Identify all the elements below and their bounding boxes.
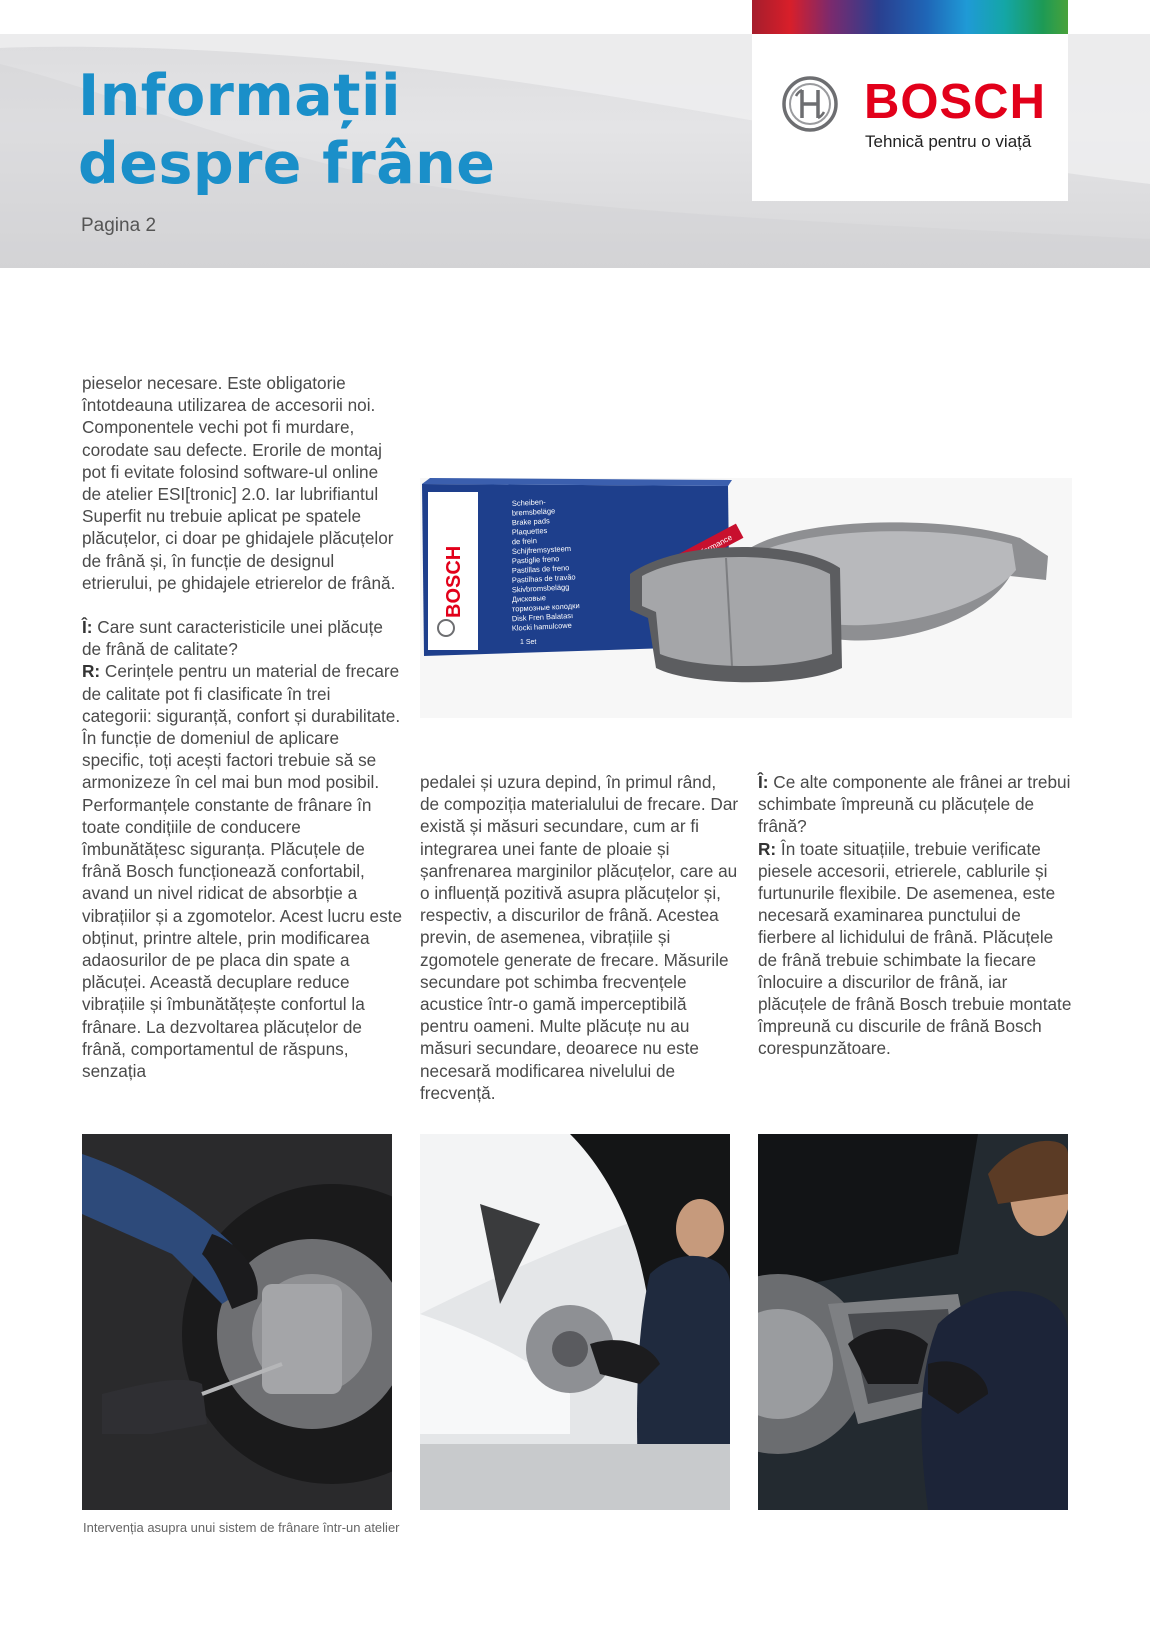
box-text-line: bremsbeläge [511,506,556,518]
question-label: Î: [758,772,769,792]
bosch-tagline: Tehnică pentru o viață [865,132,1032,151]
box-text-line: de frein [511,536,538,547]
workshop-photo-3 [758,1134,1068,1510]
answer-text: Cerințele pentru un material de frecare de calitate pot fi clasificate în trei categorii: siguranță, confort și durabilitate. În funcție de domeniul de aplicare specific, toți acești factori trebuie să se armonizeze în cel mai bun mod posibil. Performanțele constante de frânare în toate condițiile de conducere îmbunătățesc siguranța. Plăcuțele de frână Bosch funcționează confortabil, avand un nivel ridicat de absorbție a vibrațiilor și a zgomotelor. Acest lucru este obținut, printre altele, prin modificarea adaosurilor de pe placa din spate a plăcuței. Această decuplare reduce vibrațiile și îmbunătățește confortul la frânare. La dezvoltarea plăcuțelor de frână, comportamentul de răspuns, senzația [82,661,403,1082]
box-text-line: Scheiben- [511,497,546,508]
brake-pads-product-photo [420,478,1072,718]
text-column-2 [420,771,740,1104]
page-number: Pagina 2 [81,215,157,236]
box-text-line: Klocki hamulcowe [511,620,573,633]
box-text-line: Disk Fren Balatası [511,611,574,624]
photo-caption: Intervenția asupra unui sistem de frânare într-un atelier [83,1520,400,1535]
box-set-label: 1 Set [520,639,537,646]
answer [82,660,402,1082]
text-column-3 [758,771,1076,1060]
question-text: Ce alte componente ale frânei ar trebui schimbate împreună cu plăcuțele de frână? [758,772,1071,837]
answer-label: R: [82,661,101,682]
box-text-line: Schijfremsysteem [511,543,572,556]
box-text-line: Brake pads [511,516,551,528]
box-text-line: Pastillas de freno [511,563,570,576]
answer-text: În toate situațiile, trebuie verificate piesele accesorii, etrierele, cablurile și furtunurile flexibile. De asemenea, este necesară examinarea punctului de fierbere al lichidului de frână. Plăcuțele de frână trebuie schimbate la fiecare înlocuire a discurilor de frână, iar plăcuțele de frână Bosch trebuie montate împreună cu discurile de frână Bosch corespunzătoare. [758,838,1072,1059]
workshop-photo-2 [420,1134,730,1510]
text-column-1 [82,372,402,1082]
paragraph: pedalei și uzura depind, în primul rând, de compoziția materialului de frecare. Dar există și măsuri secundare, cum ar fi integrarea unei fante de ploaie și șanfrenarea marginilor plăcuțelor, care au o influență pozitivă asupra plăcuțelor și, respectiv, a discurilor de frână. Acestea previn, de asemenea, vibrațiile și zgomotele generate de frecare. Măsurile secundare pot schimba frecvențele acustice într-o gamă imperceptibilă pentru oameni. Multe plăcuțe nu au măsuri secundare, deoarece nu este necesară modificarea nivelului de frecvență. [420,772,739,1103]
question [82,616,402,660]
page-title [78,62,495,198]
box-text-line: Pastilhas de travão [511,572,576,585]
title-line-1: Informații [78,63,402,129]
box-brand: BOSCH [443,545,465,618]
question [758,771,1076,838]
box-text-line: тормозные колодки [511,601,580,614]
bosch-armature-icon [782,76,838,132]
box-text-line: Pastiglie freno [511,554,560,566]
bosch-logo [752,34,1068,201]
box-text-line: Skivbromsbelägg [511,582,570,595]
bosch-wordmark: BOSCH [864,75,1046,129]
title-line-2: despre frâne [78,131,496,197]
answer [758,838,1076,1060]
question-text: Care sunt caracteristicile unei plăcuțe de frână de calitate? [82,617,383,660]
box-text-line: Дисковые [511,593,547,604]
answer-label: R: [758,838,777,859]
workshop-photo-1 [82,1134,392,1510]
question-label: Î: [82,617,93,638]
brand-color-strip [752,0,1068,34]
brake-pads-illustration [420,478,1072,718]
box-text-line: Plaquettes [511,525,548,537]
paragraph: pieselor necesare. Este obligatorie întotdeauna utilizarea de accesorii noi. Componentele vechi pot fi murdare, corodate sau defecte. Erorile de montaj pot fi evitate folosind software-ul online de atelier ESI[tronic] 2.0. Iar lubrifiantul Superfit nu trebuie aplicat pe spatele plăcuțelor, ci doar pe ghidajele plăcuțelor de frână și, în funcție de designul etrierului, pe ghidajele etrierelor de frână. [82,373,396,593]
